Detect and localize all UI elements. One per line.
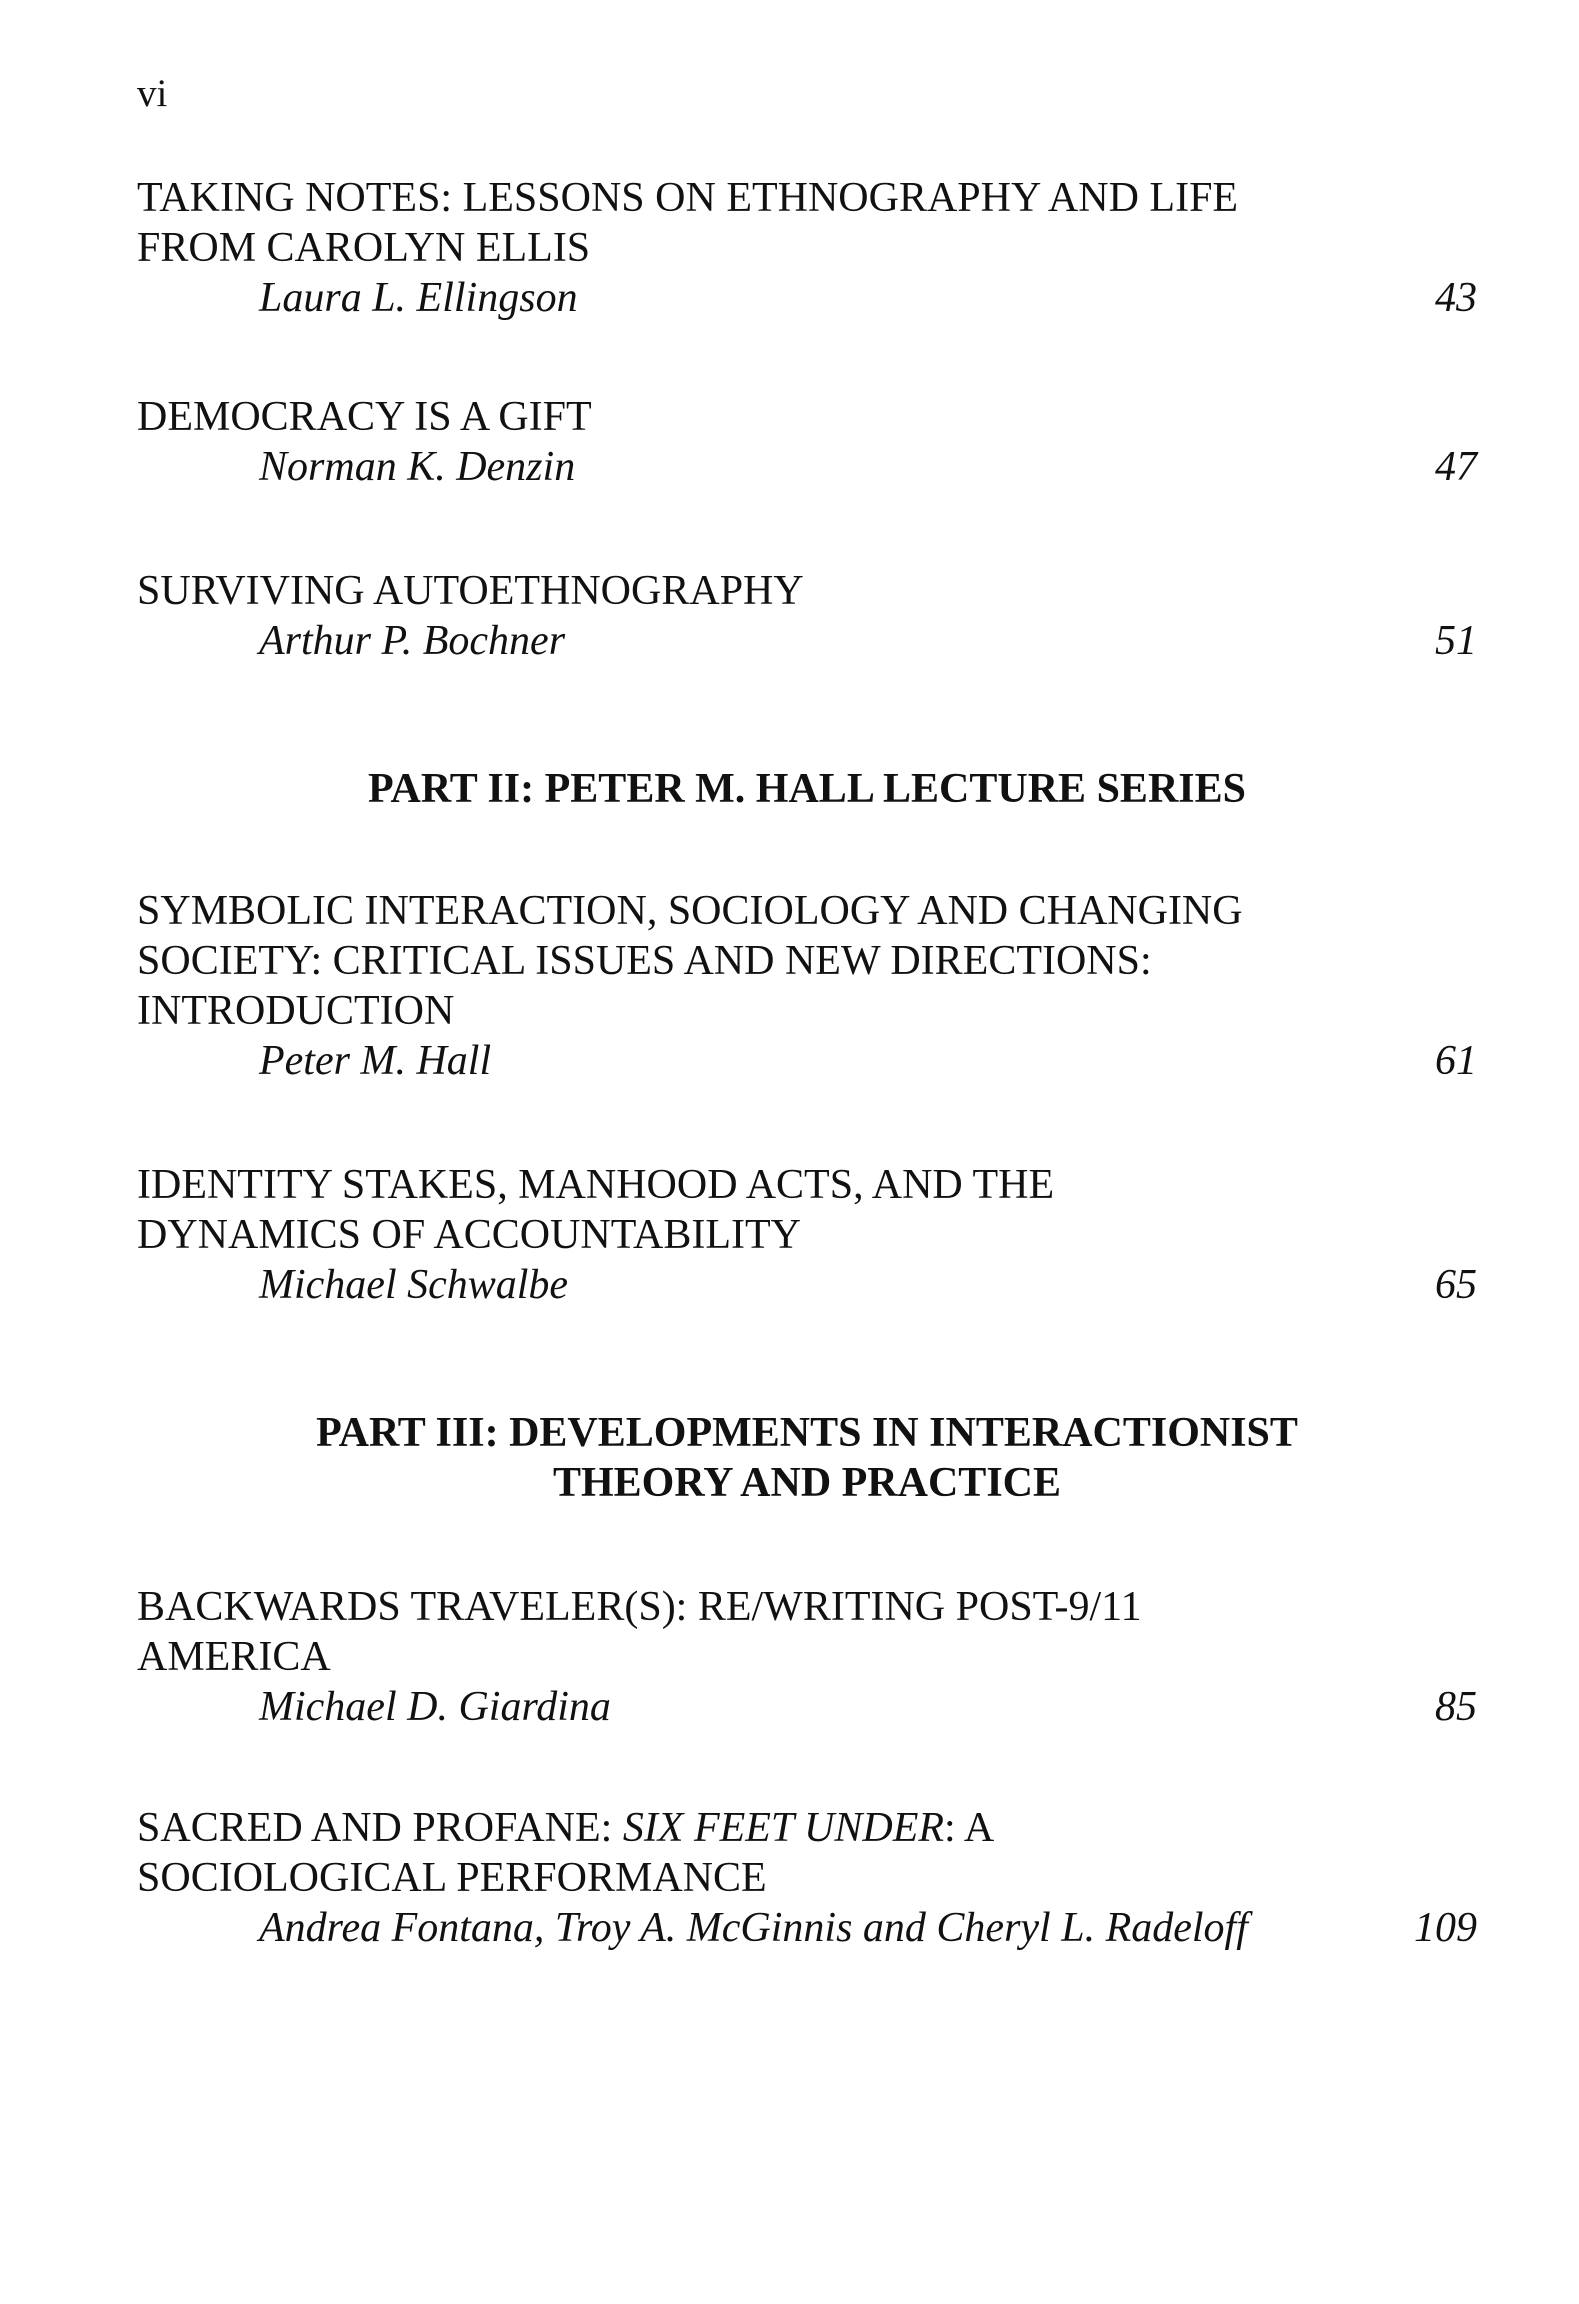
entry-title-line: AMERICA (137, 1634, 331, 1680)
entry-page-number: 51 (1435, 618, 1477, 664)
entry-author-line (137, 1036, 1477, 1086)
entry-title (137, 566, 1477, 616)
page-folio: vi (137, 72, 168, 115)
entry-page-number: 65 (1435, 1262, 1477, 1308)
entry-title-line: DYNAMICS OF ACCOUNTABILITY (137, 1212, 802, 1258)
entry-author: Michael D. Giardina (259, 1684, 611, 1730)
part-heading-line: PART III: DEVELOPMENTS IN INTERACTIONIST (316, 1410, 1298, 1456)
entry-title-segment: SACRED AND PROFANE: (137, 1805, 623, 1851)
entry-title-line: SURVIVING AUTOETHNOGRAPHY (137, 568, 804, 614)
part-heading (137, 764, 1477, 814)
toc-entry[interactable] (137, 173, 1477, 323)
entry-title-segment: : A (944, 1805, 995, 1851)
entry-author-line (137, 1682, 1477, 1732)
entry-author: Norman K. Denzin (259, 444, 576, 490)
entry-author: Laura L. Ellingson (259, 275, 578, 321)
entry-page-number: 85 (1435, 1684, 1477, 1730)
entry-title (137, 1160, 1477, 1260)
entry-author: Michael Schwalbe (259, 1262, 569, 1308)
entry-title (137, 1582, 1477, 1682)
entry-page-number: 47 (1435, 444, 1477, 490)
toc-entry[interactable] (137, 1160, 1477, 1310)
entry-title-line: TAKING NOTES: LESSONS ON ETHNOGRAPHY AND LIFE (137, 175, 1239, 221)
entry-title-line: INTRODUCTION (137, 988, 455, 1034)
entry-title-line: SYMBOLIC INTERACTION, SOCIOLOGY AND CHANGING (137, 888, 1243, 934)
toc-entry[interactable] (137, 886, 1477, 1086)
part-heading (137, 1408, 1477, 1508)
entry-title-line: DEMOCRACY IS A GIFT (137, 394, 592, 440)
toc-entry[interactable] (137, 1803, 1477, 1953)
entry-title-line: SOCIETY: CRITICAL ISSUES AND NEW DIRECTIONS: (137, 938, 1152, 984)
toc-entry[interactable] (137, 392, 1477, 492)
part-heading-line: THEORY AND PRACTICE (552, 1460, 1062, 1506)
entry-author-line (137, 442, 1477, 492)
entry-title (137, 173, 1477, 273)
part-heading-line: PART II: PETER M. HALL LECTURE SERIES (367, 766, 1246, 812)
entry-title-line: IDENTITY STAKES, MANHOOD ACTS, AND THE (137, 1162, 1055, 1208)
entry-title (137, 1803, 1477, 1903)
entry-title (137, 886, 1477, 1036)
entry-author: Peter M. Hall (259, 1038, 492, 1084)
entry-author-line (137, 616, 1477, 666)
toc-entry[interactable] (137, 566, 1477, 666)
entry-title (137, 392, 1477, 442)
entry-page-number: 109 (1414, 1905, 1477, 1951)
entry-title-line (137, 1803, 1477, 1853)
entry-page-number: 61 (1435, 1038, 1477, 1084)
entry-author-line (137, 1903, 1477, 1953)
toc-entry[interactable] (137, 1582, 1477, 1732)
entry-title-italic-segment: SIX FEET UNDER (622, 1805, 945, 1851)
entry-title-line: FROM CAROLYN ELLIS (137, 225, 591, 271)
entry-author: Andrea Fontana, Troy A. McGinnis and Cheryl L. Radeloff (259, 1905, 1248, 1951)
entry-page-number: 43 (1435, 275, 1477, 321)
entry-title-line: SOCIOLOGICAL PERFORMANCE (137, 1855, 767, 1901)
entry-author-line (137, 273, 1477, 323)
entry-title-line: BACKWARDS TRAVELER(S): RE/WRITING POST-9/11 (137, 1584, 1142, 1630)
entry-author-line (137, 1260, 1477, 1310)
entry-author: Arthur P. Bochner (259, 618, 566, 664)
